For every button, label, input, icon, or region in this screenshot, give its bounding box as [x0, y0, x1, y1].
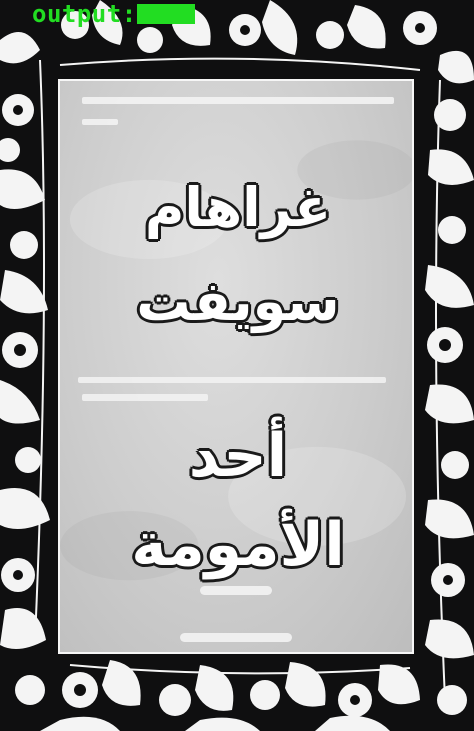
middle-caption-small [82, 394, 208, 401]
top-caption-line [82, 97, 394, 104]
publisher-caption [180, 633, 292, 642]
middle-caption-line [78, 377, 386, 383]
subtitle-caption [200, 586, 272, 595]
output-label-text: output: [32, 0, 137, 28]
top-caption-small [82, 119, 118, 125]
book-title-line2: الأمومة [131, 510, 345, 580]
author-name-line2: سويفت [136, 270, 340, 333]
redacted-block [137, 4, 195, 24]
author-name-line1: غراهام [144, 176, 332, 239]
book-cover [58, 79, 414, 654]
book-title-line1: أحد [188, 421, 288, 491]
output-label [32, 0, 195, 28]
